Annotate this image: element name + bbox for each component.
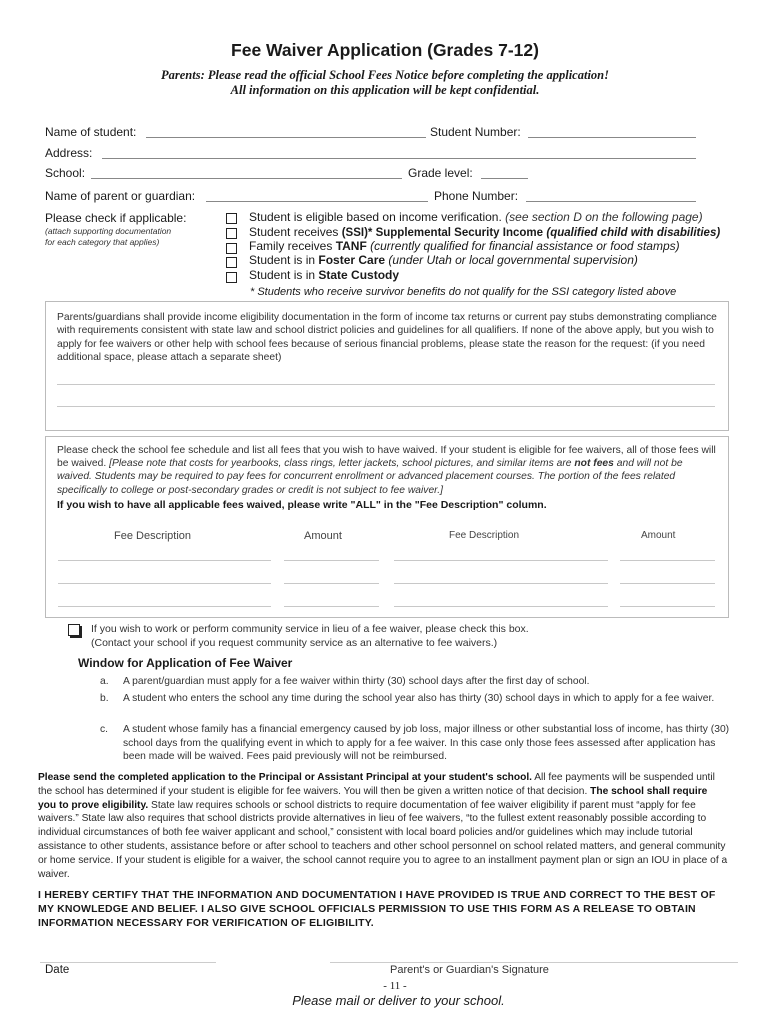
community-service-line2: (Contact your school if you request community service as an alternative to fee waivers.): [91, 637, 498, 649]
fee-amount-line[interactable]: [284, 583, 379, 584]
fee-box-intro: Please check the school fee schedule and list all fees that you wish to have waived. If your student is eligible for fee waivers, all of those fees will be waived. [Please note that costs for yearbooks, class rings, letter jackets, school pictures, and similar items are not fees and will not be waived. Students may be required to pay fees for concurrent enrollment or advanced placement courses. The portion of the fees related specifically to college or post-secondary grades or credit is not subject to fee waiver.]: [57, 445, 716, 496]
fee-amount-line[interactable]: [620, 560, 715, 561]
amount-header-1: Amount: [304, 530, 342, 542]
parent-name-field[interactable]: [206, 201, 428, 202]
school-label: School:: [45, 166, 86, 180]
check-note-2: for each category that applies): [45, 237, 160, 247]
signature-label: Parent's or Guardian's Signature: [390, 964, 549, 976]
student-number-field[interactable]: [528, 137, 696, 138]
date-label: Date: [45, 964, 70, 976]
check-applicable-label: Please check if applicable:: [45, 211, 187, 225]
fee-all-note: If you wish to have all applicable fees waived, please write "ALL" in the "Fee Description" column.: [57, 499, 547, 511]
fee-desc-line[interactable]: [58, 583, 271, 584]
reason-line-2[interactable]: [57, 406, 715, 407]
option-ssi: Student receives (SSI)* Supplemental Security Income (qualified child with disabilities): [249, 225, 721, 239]
window-item-c-letter: c.: [100, 724, 109, 735]
grade-level-field[interactable]: [481, 178, 528, 179]
fee-desc-line[interactable]: [394, 560, 608, 561]
fee-desc-line[interactable]: [58, 560, 271, 561]
send-instructions: Please send the completed application to the Principal or Assistant Principal at your student's school. All fee payments will be suspended until the school has determined if your student is eligible for fee waivers. You will then be given a written notice of that decision. The school shall require you to prove eligibility. State law requires schools or school districts to require documentation of fee waiver eligibility if parent must “apply for fee waivers.” State law also requires that school districts provide alternatives in lieu of fee waivers, “to the fullest extent reasonably possible according to individual circumstances of both fee waiver applicant and school,” consistent with local board policies and/or guidelines which may include tutorial assistance to other students, assistance before or after school to teachers and other school personnel on school related matters, and general community or home service. If your student is eligible for a waiver, the school cannot require you to agree to an installment payment plan or sign an IOU in place of a waiver.: [38, 772, 728, 880]
window-item-a-text: A parent/guardian must apply for a fee waiver within thirty (30) school days after the first day of school.: [123, 676, 590, 687]
address-label: Address:: [45, 146, 93, 160]
fee-amount-line[interactable]: [620, 583, 715, 584]
community-service-checkbox[interactable]: [68, 624, 80, 636]
mail-instruction: Please mail or deliver to your school.: [292, 993, 505, 1008]
check-note-1: (attach supporting documentation: [45, 226, 172, 236]
reason-line-1[interactable]: [57, 384, 715, 385]
student-name-label: Name of student:: [45, 125, 137, 139]
fee-desc-line[interactable]: [394, 606, 608, 607]
income-documentation-box: [45, 301, 729, 431]
checkbox-foster-care[interactable]: [226, 257, 237, 268]
fee-amount-line[interactable]: [284, 560, 379, 561]
page-title: Fee Waiver Application (Grades 7-12): [231, 40, 539, 60]
income-documentation-text: Parents/guardians shall provide income eligibility documentation in the form of income tax returns or current pay stubs demonstrating compliance with requirements consistent with state law and school district policies and guidelines for all qualifiers. If none of the above apply, but you wish to apply for fee waivers or other help with school fees because of serious financial problems, please state the reason for the request: (if you need additional space, please attach a separate sheet): [57, 312, 717, 364]
student-name-field[interactable]: [146, 137, 426, 138]
student-number-label: Student Number:: [430, 125, 521, 139]
address-field[interactable]: [102, 158, 696, 159]
fee-amount-line[interactable]: [620, 606, 715, 607]
fee-desc-line[interactable]: [58, 606, 271, 607]
parent-name-label: Name of parent or guardian:: [45, 189, 196, 203]
fee-description-header-1: Fee Description: [114, 530, 192, 542]
phone-field[interactable]: [526, 201, 696, 202]
community-service-line1: If you wish to work or perform community service in lieu of a fee waiver, please check this box.: [91, 623, 529, 635]
option-income: Student is eligible based on income verification. (see section D on the following page): [249, 210, 703, 224]
option-foster-care: Student is in Foster Care (under Utah or local governmental supervision): [249, 253, 638, 267]
ssi-note: * Students who receive survivor benefits do not qualify for the SSI category listed above: [250, 286, 677, 298]
window-item-a-letter: a.: [100, 676, 109, 687]
page-number: - 11 -: [383, 980, 407, 992]
date-line[interactable]: [40, 962, 216, 963]
fee-amount-line[interactable]: [284, 606, 379, 607]
fee-description-header-2: Fee Description: [449, 530, 520, 541]
option-tanf: Family receives TANF (currently qualified for financial assistance or food stamps): [249, 239, 680, 253]
school-field[interactable]: [91, 178, 402, 179]
fee-desc-line[interactable]: [394, 583, 608, 584]
window-item-b-text: A student who enters the school any time during the school year also has thirty (30) school days in which to apply for a fee waiver.: [123, 693, 715, 704]
option-state-custody: Student is in State Custody: [249, 268, 400, 282]
fee-list-box: [45, 436, 729, 618]
checkbox-state-custody[interactable]: [226, 272, 237, 283]
window-heading: Window for Application of Fee Waiver: [78, 656, 293, 670]
amount-header-2: Amount: [641, 530, 676, 541]
window-item-b-letter: b.: [100, 693, 109, 704]
window-item-c-text: A student whose family has a financial emergency caused by job loss, major illness or other substantial loss of income, has thirty (30) school days from the qualifying event in which to apply for a fee waiver. In this case only those fees assessed after application has been made will be waived. Fees paid previously will not be reimbursed.: [123, 724, 730, 763]
page-subtitle: [0, 68, 770, 98]
subtitle-text: Parents: Please read the official School Fees Notice before completing the application! All information on this application will be kept confidential.: [161, 68, 609, 97]
certification-statement: I HEREBY CERTIFY THAT THE INFORMATION AND DOCUMENTATION I HAVE PROVIDED IS TRUE AND CORRECT TO THE BEST OF MY KNOWLEDGE AND BELIEF. I ALSO GIVE SCHOOL OFFICIALS PERMISSION TO USE THIS FORM AS A RELEASE TO OBTAIN INFORMATION NECESSARY FOR VERIFICATION OF ELIGIBILITY.: [38, 889, 716, 929]
checkbox-tanf[interactable]: [226, 243, 237, 254]
checkbox-ssi[interactable]: [226, 228, 237, 239]
signature-line[interactable]: [330, 962, 738, 963]
phone-label: Phone Number:: [434, 189, 519, 203]
grade-level-label: Grade level:: [408, 166, 473, 180]
checkbox-income[interactable]: [226, 213, 237, 224]
